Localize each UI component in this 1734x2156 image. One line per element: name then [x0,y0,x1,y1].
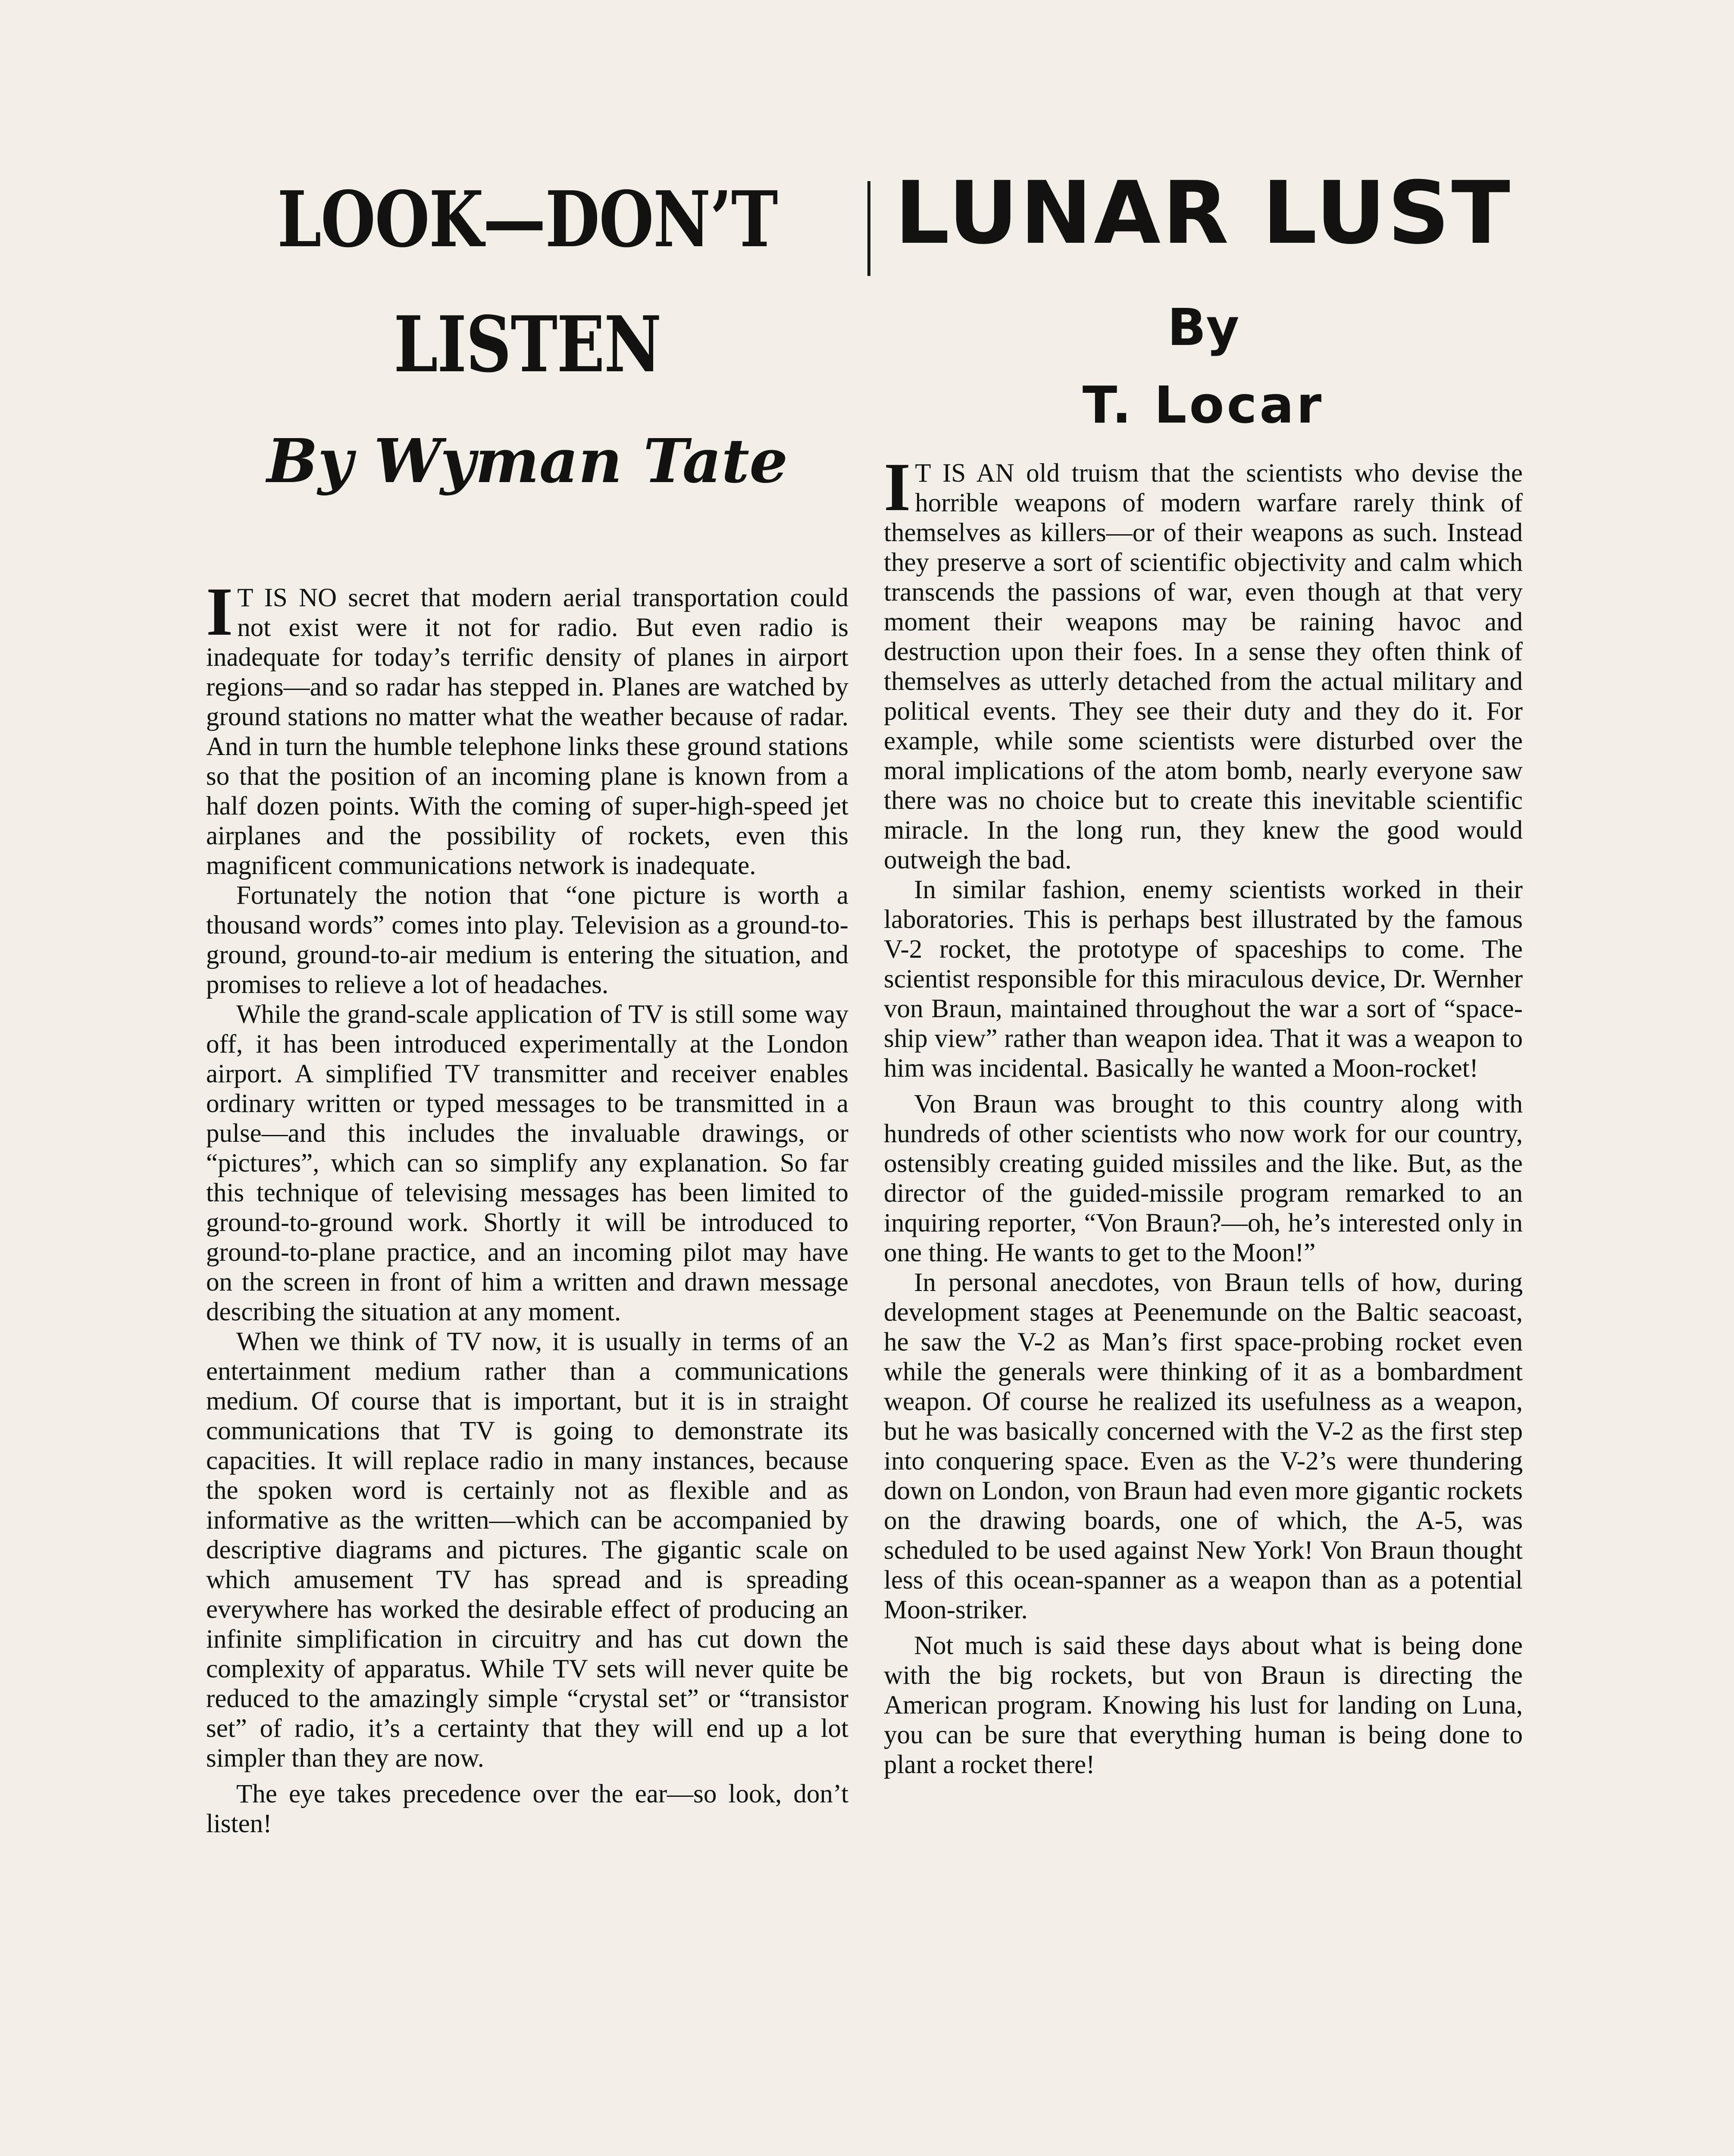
column-divider [867,181,870,276]
left-paragraph-2: Fortunately the notion that “one picture is worth a thousand words” comes into play. Television as a ground-to-ground, ground-to-air medium is entering the situation, and promises to relieve a lot of headaches. [206,881,848,999]
left-article-body [206,573,848,1839]
right-article-title: LUNAR LUST [895,163,1512,263]
right-paragraph-5: Not much is said these days about what is being done with the big rockets, but von Braun is directing the American program. Knowing his lust for landing on Luna, you can be sure that everything human is being done to plant a rocket there! [884,1631,1523,1779]
left-paragraph-5: The eye takes precedence over the ear—so look, don’t listen! [206,1780,848,1838]
left-paragraph-3: While the grand-scale application of TV is still some way off, it has been introduced experimentally at the London airport. A simplified TV transmitter and receiver enables ordinary written or typed messages to be transmitted in a pulse—and this includes the invaluable drawings, or “pictures”, which can so simplify any explanation. So far this technique of televising messages has been limited to ground-to-ground work. Shortly it will be introduced to ground-to-plane practice, and an incoming pilot may have on the screen in front of him a written and drawn message describing the situation at any moment. [206,1000,848,1326]
left-article-title-line2: LISTEN [394,299,661,389]
left-article-title-line1: LOOK—DON’T [277,174,777,264]
left-paragraph-1: I T IS NO secret that modern aerial transportation could not exist were it not for radio. But even radio is inadequate for today’s terrific density of planes in airport regions—and so radar has stepped in. Planes are watched by ground stations no matter what the weather because of radar. And in turn the humble telephone links these ground stations so that the position of an incoming plane is known from a half dozen points. With the coming of super-high-speed jet airplanes and the possibility of rockets, even this magnificent communications network is inadequate. [206,573,848,880]
drop-cap: I [206,573,233,650]
left-article-byline: By Wyman Tate [266,426,788,497]
right-paragraph-3: Von Braun was brought to this country along with hundreds of other scientists who now work for our country, ostensibly creating guided missiles and the like. But, as the director of the guided-missile program remarked to an inquiring reporter, “Von Braun?—oh, he’s interested only in one thing. He wants to get to the Moon!” [884,1090,1523,1267]
right-article-body [884,448,1523,1780]
right-paragraph-2: In similar fashion, enemy scientists worked in their laboratories. This is perhaps best illustrated by the famous V-2 rocket, the prototype of spaceships to come. The scientist responsible for this miraculous device, Dr. Wernher von Braun, maintained throughout the war a sort of “space-ship view” rather than weapon idea. That it was a weapon to him was incidental. Basically he wanted a Moon-rocket! [884,875,1523,1083]
drop-cap: I [884,448,911,525]
right-article-by: By [1167,298,1239,357]
right-paragraph-1: I T IS AN old truism that the scientists who devise the horrible weapons of modern warfare rarely think of themselves as killers—or of their weapons as such. Instead they preserve a sort of scientific objectivity and calm which transcends the passions of war, even though at that very moment their weapons may be raining havoc and destruction upon their foes. In a sense they often think of themselves as utterly detached from the actual military and political events. They see their duty and they do it. For example, while some scientists were disturbed over the moral implications of the atom bomb, nearly everyone saw there was no choice but to create this inevitable scientific miracle. In the long run, they knew the good would outweigh the bad. [884,448,1523,874]
left-paragraph-4: When we think of TV now, it is usually in terms of an entertainment medium rather than a communications medium. Of course that is important, but it is in straight communications that TV is going to demonstrate its capacities. It will replace radio in many instances, because the spoken word is certainly not as flexible and as informative as the written—which can be accompanied by descriptive diagrams and pictures. The gigantic scale on which amusement TV has spread and is spreading everywhere has worked the desirable effect of producing an infinite simplification in circuitry and has cut down the complexity of apparatus. While TV sets will never quite be reduced to the amazingly simple “crystal set” or “transistor set” of radio, it’s a certainty that they will end up a lot simpler than they are now. [206,1327,848,1773]
right-paragraph-4: In personal anecdotes, von Braun tells of how, during development stages at Peenemunde on the Baltic seacoast, he saw the V-2 as Man’s first space-probing rocket even while the generals were thinking of it as a bombardment weapon. Of course he realized its usefulness as a weapon, but he was basically concerned with the V-2 as the first step into conquering space. Even as the V-2’s were thundering down on London, von Braun had even more gigantic rockets on the drawing boards, one of which, the A-5, was scheduled to be used against New York! Von Braun thought less of this ocean-spanner as a weapon than as a potential Moon-striker. [884,1268,1523,1624]
right-article-author: T. Locar [1082,375,1324,435]
